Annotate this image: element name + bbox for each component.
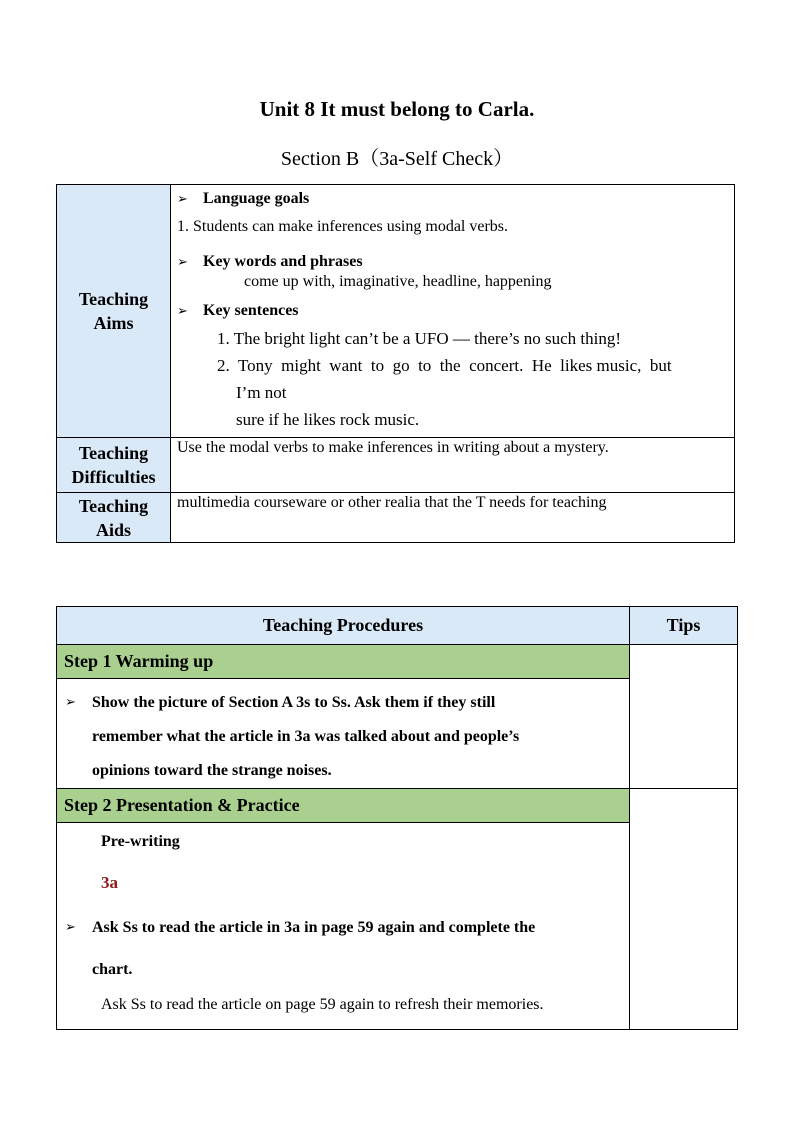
aids-label-line1: Teaching	[78, 495, 149, 516]
difficulties-label-line1: Teaching	[78, 443, 149, 463]
step2-line1: Ask Ss to read the article in 3a in page 59 again and complete the	[92, 919, 536, 936]
arrow-bullet-icon: ➢	[177, 303, 188, 319]
step1-title-row	[57, 645, 738, 679]
procedures-header: Teaching Procedures	[57, 607, 630, 645]
aims-label-line1: Teaching	[78, 289, 149, 309]
aims-label-line2: Aims	[93, 313, 134, 333]
step2-tips-cell	[630, 789, 738, 1030]
key-sentences-label: Key sentences	[203, 302, 299, 319]
step1-text	[92, 686, 519, 788]
difficulties-row	[57, 438, 735, 493]
key-sentences-heading	[177, 299, 726, 323]
aims-row	[57, 185, 735, 438]
step1-title: Step 1 Warming up	[57, 645, 630, 679]
arrow-bullet-icon: ➢	[65, 695, 76, 710]
step2-body-cell	[57, 823, 630, 1030]
step1-line3: opinions toward the strange noises.	[92, 762, 332, 779]
aids-text: multimedia courseware or other realia that the T needs for teaching	[177, 494, 607, 511]
step1-line1: Show the picture of Section A 3s to Ss. Ask them if they still	[92, 694, 496, 711]
aids-row	[57, 493, 735, 543]
teaching-procedures-table	[56, 606, 738, 1030]
aids-label-cell	[57, 493, 171, 543]
aims-content-cell	[171, 185, 735, 438]
language-goals-label: Language goals	[203, 190, 310, 207]
step2-bullet	[57, 907, 629, 991]
difficulties-label-cell	[57, 438, 171, 493]
key-sentence-2a: 2. Tony might want to go to the concert. He likes music, but	[217, 356, 672, 375]
page-title: Unit 8 It must belong to Carla.	[259, 97, 535, 121]
key-sentence-2b: I’m not	[236, 383, 287, 402]
difficulties-content-cell	[171, 438, 735, 493]
difficulties-text: Use the modal verbs to make inferences in writing about a mystery.	[177, 439, 609, 456]
step1-line2: remember what the article in 3a was talked about and people’s	[92, 728, 520, 745]
arrow-bullet-icon: ➢	[65, 920, 76, 935]
step1-bullet	[57, 686, 629, 788]
key-words-label: Key words and phrases	[203, 253, 363, 270]
step2-title-row	[57, 789, 738, 823]
aims-label-cell	[57, 185, 171, 438]
key-sentence-2c: sure if he likes rock music.	[236, 410, 420, 429]
section-subtitle: Section B（3a-Self Check）	[280, 148, 514, 170]
key-sentence-1: 1. The bright light can’t be a UFO — there’s no such thing!	[217, 329, 621, 348]
language-goals-heading	[177, 187, 726, 211]
language-goals-text: 1. Students can make inferences using modal verbs.	[177, 218, 509, 235]
step2-line2: chart.	[92, 961, 133, 978]
step2-title: Step 2 Presentation & Practice	[57, 789, 630, 823]
step2-text	[92, 907, 535, 991]
difficulties-label-line2: Difficulties	[71, 467, 156, 487]
aids-content-cell	[171, 493, 735, 543]
key-words-text: come up with, imaginative, headline, happening	[244, 273, 552, 290]
pre-writing-label: Pre-writing	[101, 833, 180, 850]
step2-note: Ask Ss to read the article on page 59 again to refresh their memories.	[101, 996, 544, 1013]
aids-label-line2: Aids	[95, 519, 131, 540]
tips-header: Tips	[630, 607, 738, 645]
procedures-header-row	[57, 607, 738, 645]
arrow-bullet-icon: ➢	[177, 254, 188, 270]
arrow-bullet-icon: ➢	[177, 191, 188, 207]
teaching-info-table	[56, 184, 735, 543]
step1-body-cell	[57, 679, 630, 789]
key-words-heading	[177, 251, 726, 273]
step1-tips-cell	[630, 645, 738, 789]
exercise-3a-label: 3a	[101, 873, 118, 892]
